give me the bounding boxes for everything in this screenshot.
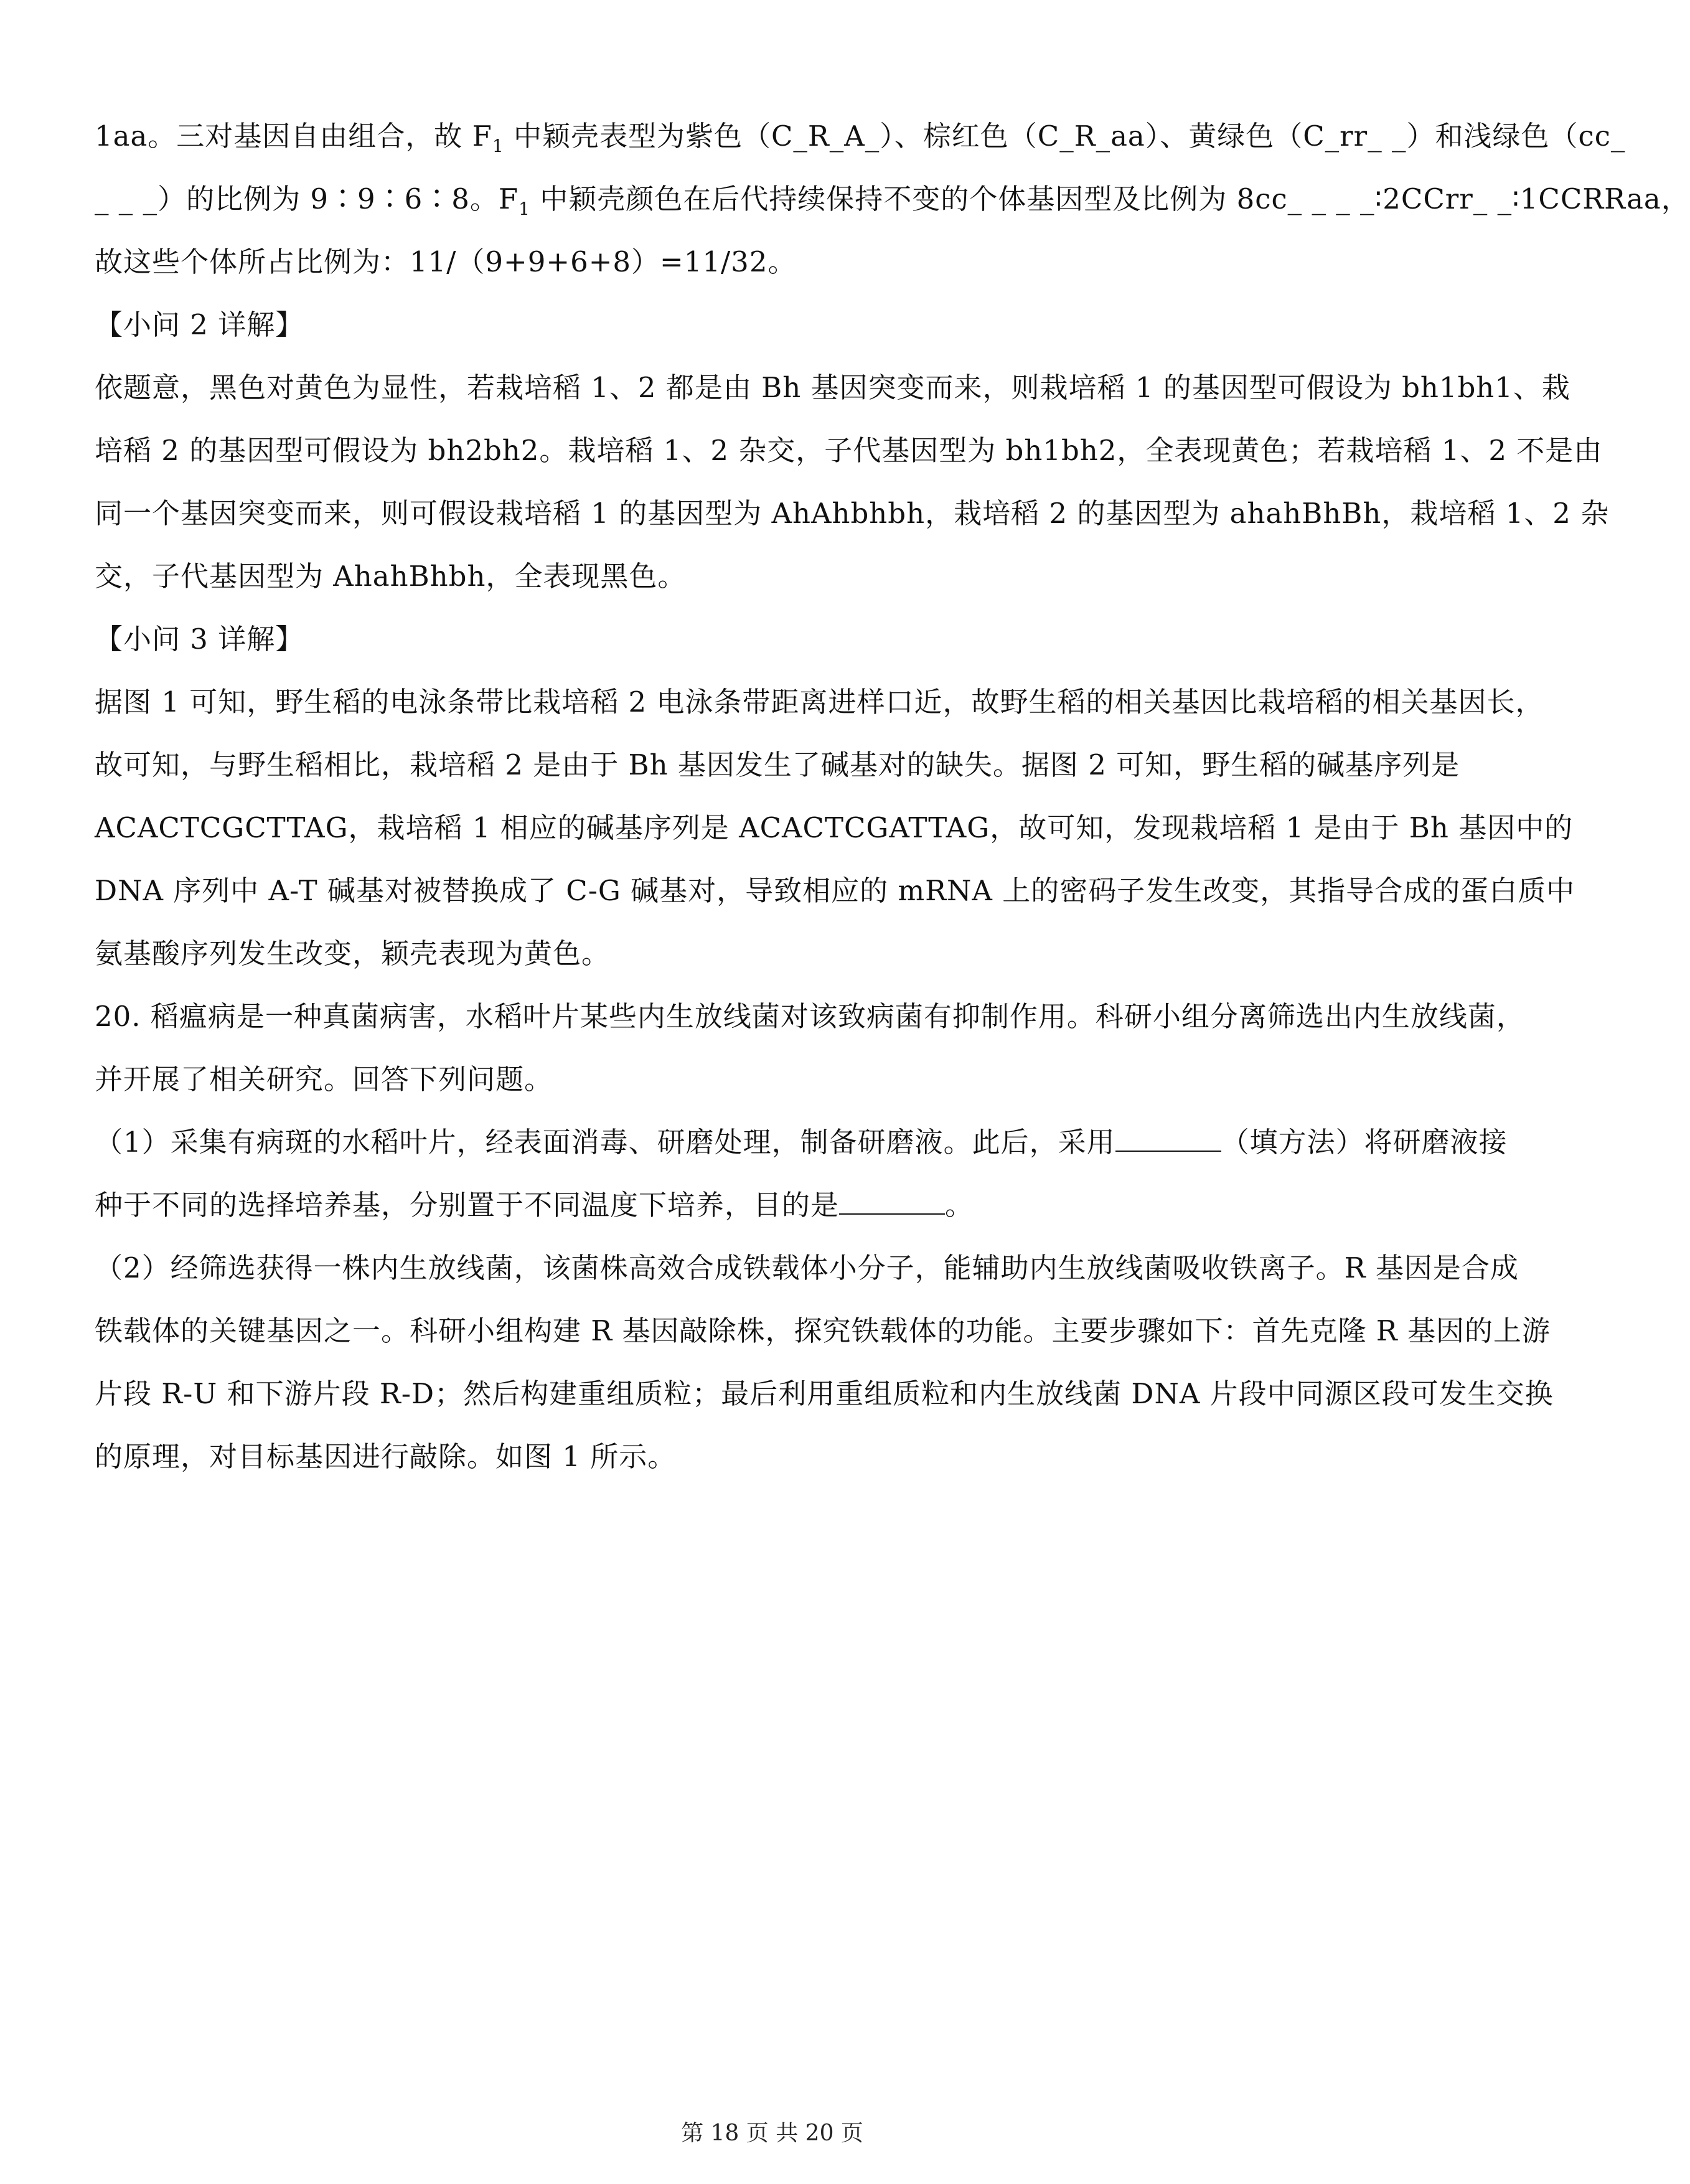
question-20-part-2: （2）经筛选获得一株内生放线菌，该菌株高效合成铁载体小分子，能辅助内生放线菌吸收铁离子。R 基因是合成 — [95, 1251, 1519, 1284]
text-line: 故可知，与野生稻相比，栽培稻 2 是由于 Bh 基因发生了碱基对的缺失。据图 2 可知，野生稻的碱基序列是 — [95, 748, 1460, 781]
question-20-part-1 — [95, 1111, 1508, 1174]
subscript: 1 — [492, 136, 504, 156]
text-segment: 。 — [945, 1188, 974, 1221]
text-line — [95, 1174, 1452, 1236]
question-20-stem: 20. 稻瘟病是一种真菌病害，水稻叶片某些内生放线菌对该致病菌有抑制作用。科研小组分离筛选出内生放线菌， — [95, 1000, 1525, 1033]
answer-blank[interactable] — [839, 1181, 945, 1215]
page-content — [95, 105, 1690, 1488]
section-heading-q2: 【小问 2 详解】 — [95, 308, 304, 341]
text-line: DNA 序列中 A-T 碱基对被替换成了 C-G 碱基对，导致相应的 mRNA 上的密码子发生改变，其指导合成的蛋白质中 — [95, 874, 1575, 907]
text-segment: 种于不同的选择培养基，分别置于不同温度下培养，目的是 — [95, 1188, 840, 1221]
text-line — [95, 167, 1690, 230]
text-line: 并开展了相关研究。回答下列问题。 — [95, 1063, 553, 1096]
text-line: 的原理，对目标基因进行敲除。如图 1 所示。 — [95, 1440, 677, 1473]
text-segment: 1aa。三对基因自由组合，故 F — [95, 120, 492, 153]
text-line: 片段 R-U 和下游片段 R-D；然后构建重组质粒；最后利用重组质粒和内生放线菌 DNA 片段中同源区段可发生交换 — [95, 1377, 1554, 1410]
text-segment: （填方法）将研磨液接 — [1221, 1126, 1508, 1159]
text-segment: （1）采集有病斑的水稻叶片，经表面消毒、研磨处理，制备研磨液。此后，采用 — [95, 1126, 1115, 1159]
text-line: 同一个基因突变而来，则可假设栽培稻 1 的基因型为 AhAhbhbh，栽培稻 2 的基因型为 ahahBhBh，栽培稻 1、2 杂 — [95, 497, 1610, 530]
text-line: 氨基酸序列发生改变，颖壳表现为黄色。 — [95, 937, 611, 970]
text-line: 依题意，黑色对黄色为显性，若栽培稻 1、2 都是由 Bh 基因突变而来，则栽培稻 1 的基因型可假设为 bh1bh1、栽 — [95, 371, 1570, 404]
page-footer: 第 18 页 共 20 页 — [681, 2120, 863, 2146]
text-line: 交，子代基因型为 AhahBhbh，全表现黑色。 — [95, 560, 687, 593]
text-segment: 中颖壳表型为紫色（C_R_A_）、棕红色（C_R_aa）、黄绿色（C_rr_ _）和浅绿色（cc_ — [504, 120, 1626, 153]
text-line: 故这些个体所占比例为：11/（9+9+6+8）=11/32。 — [95, 245, 797, 278]
text-line — [95, 105, 1626, 167]
subscript: 1 — [519, 199, 530, 219]
text-line: 据图 1 可知，野生稻的电泳条带比栽培稻 2 电泳条带距离进样口近，故野生稻的相关基因比栽培稻的相关基因长， — [95, 685, 1544, 718]
text-line: 铁载体的关键基因之一。科研小组构建 R 基因敲除株，探究铁载体的功能。主要步骤如下：首先克隆 R 基因的上游 — [95, 1314, 1551, 1347]
text-line: 培稻 2 的基因型可假设为 bh2bh2。栽培稻 1、2 杂交，子代基因型为 bh1bh2，全表现黄色；若栽培稻 1、2 不是由 — [95, 434, 1603, 467]
text-line: ACACTCGCTTAG，栽培稻 1 相应的碱基序列是 ACACTCGATTAG，故可知，发现栽培稻 1 是由于 Bh 基因中的 — [95, 811, 1574, 844]
section-heading-q3: 【小问 3 详解】 — [95, 623, 304, 656]
text-segment: _ _ _）的比例为 9∶9∶6∶8。F — [95, 182, 519, 215]
text-segment: 中颖壳颜色在后代持续保持不变的个体基因型及比例为 8cc_ _ _ _∶2CCrr_ _∶1CCRRaa， — [530, 182, 1690, 215]
answer-blank[interactable] — [1115, 1118, 1221, 1152]
